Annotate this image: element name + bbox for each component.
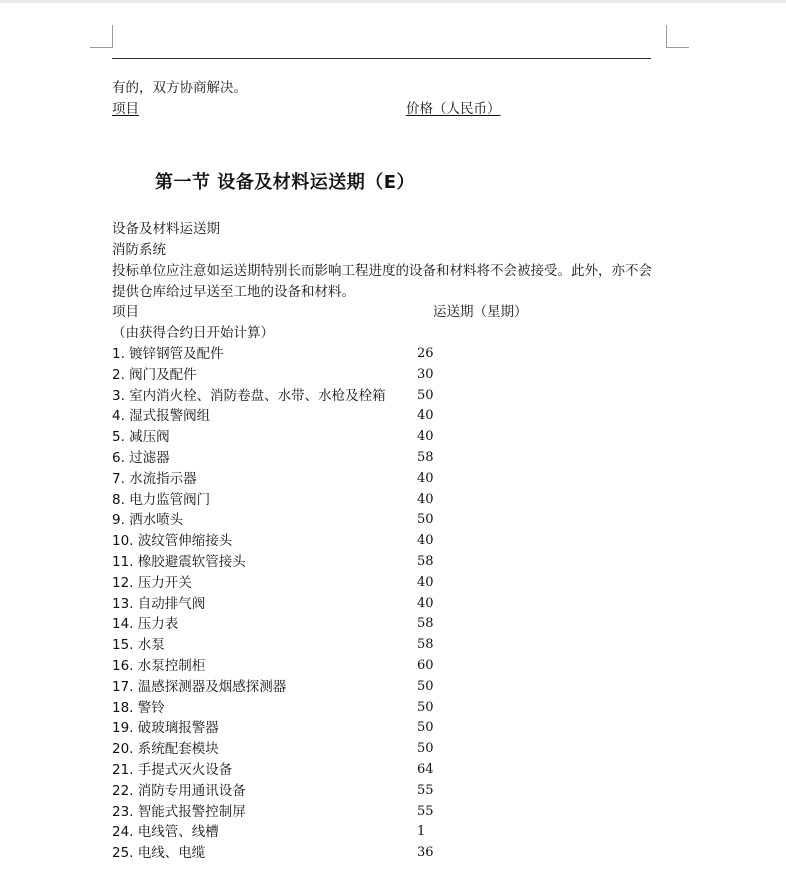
list-item [112,636,592,656]
list-item [112,740,592,760]
header-rule [112,58,651,59]
item-label: 8. 电力监管阀门 [112,491,211,508]
item-label: 25. 电线、电缆 [112,845,206,862]
item-weeks: 40 [417,408,434,424]
item-weeks: 58 [417,637,434,653]
item-label: 24. 电线管、线槽 [112,824,219,841]
item-weeks: 40 [417,491,434,507]
item-weeks: 55 [417,782,434,798]
item-weeks: 50 [417,720,434,736]
item-weeks: 40 [417,470,434,486]
item-label: 5. 减压阀 [112,429,170,446]
item-label: 9. 洒水喷头 [112,512,184,529]
item-label: 11. 橡胶避震软管接头 [112,554,246,570]
item-weeks: 50 [417,699,434,715]
paragraph-line-1: 投标单位应注意如运送期特别长而影响工程进度的设备和材料将不会被接受。此外，亦不会 [112,263,652,279]
crop-mark-top-right [666,25,689,48]
list-item [112,803,592,823]
item-weeks: 50 [417,741,434,757]
item-label: 14. 压力表 [112,616,179,633]
list-item [112,366,592,386]
item-label: 4. 湿式报警阀组 [112,408,211,425]
list-item [112,761,592,781]
list-item [112,657,592,677]
crop-mark-top-left [90,25,113,48]
list-item [112,574,592,594]
item-weeks: 58 [417,554,434,569]
item-weeks: 26 [417,346,434,361]
list-item [112,678,592,698]
item-weeks: 40 [417,533,434,549]
list-item [112,615,592,635]
list-item [112,491,592,511]
list-item [112,387,592,407]
item-label: 1. 镀锌钢管及配件 [112,346,224,362]
item-label: 22. 消防专用通讯设备 [112,782,246,799]
item-label: 20. 系统配套模块 [112,741,219,758]
item-weeks: 40 [417,429,434,445]
item-label: 2. 阀门及配件 [112,366,197,383]
item-weeks: 50 [417,512,434,528]
list-item [112,844,592,864]
list-item [112,532,592,552]
intro-line: 有的，双方协商解决。 [112,80,247,96]
list-item [112,470,592,490]
list-item [112,449,592,469]
list-item [112,823,592,843]
price-header-item: 项目 [112,101,139,117]
list-item [112,553,592,573]
item-weeks: 55 [417,803,434,819]
item-label: 18. 警铃 [112,699,165,716]
list-item [112,407,592,427]
item-label: 17. 温感探测器及烟感探测器 [112,678,287,695]
item-weeks: 58 [417,616,434,632]
item-label: 6. 过滤器 [112,450,170,466]
item-label: 15. 水泵 [112,637,165,654]
list-item [112,345,592,365]
section-title: 第一节 设备及材料运送期（E） [155,172,416,193]
price-header-price: 价格（人民币） [406,101,501,117]
top-border [0,0,786,3]
item-label: 3. 室内消火栓、消防卷盘、水带、水枪及栓箱 [112,387,386,404]
item-weeks: 40 [417,595,434,611]
paragraph-line-2: 提供仓库给过早送至工地的设备和材料。 [112,284,355,300]
list-item [112,719,592,739]
item-weeks: 40 [417,574,434,590]
item-weeks: 30 [417,366,434,382]
item-weeks: 60 [417,658,434,673]
list-item [112,595,592,615]
table-header-note: （由获得合约日开始计算） [112,325,274,341]
item-label: 23. 智能式报警控制屏 [112,803,246,820]
list-item [112,511,592,531]
item-weeks: 1 [417,824,426,840]
subtitle-delivery-period: 设备及材料运送期 [112,221,220,237]
item-weeks: 58 [417,450,434,465]
subtitle-fire-system: 消防系统 [112,242,166,258]
item-label: 12. 压力开关 [112,574,192,591]
item-label: 13. 自动排气阀 [112,595,206,612]
table-header-period: 运送期（星期） [433,304,528,320]
list-item [112,699,592,719]
item-weeks: 50 [417,678,434,694]
list-item [112,782,592,802]
item-label: 21. 手提式灭火设备 [112,762,233,778]
item-weeks: 64 [417,762,434,777]
table-header-item: 项目 [112,304,139,320]
item-label: 19. 破玻璃报警器 [112,720,219,737]
list-item [112,428,592,448]
item-label: 10. 波纹管伸缩接头 [112,533,233,550]
item-weeks: 50 [417,387,434,403]
item-label: 7. 水流指示器 [112,470,197,487]
item-weeks: 36 [417,845,434,861]
item-label: 16. 水泵控制柜 [112,658,206,674]
